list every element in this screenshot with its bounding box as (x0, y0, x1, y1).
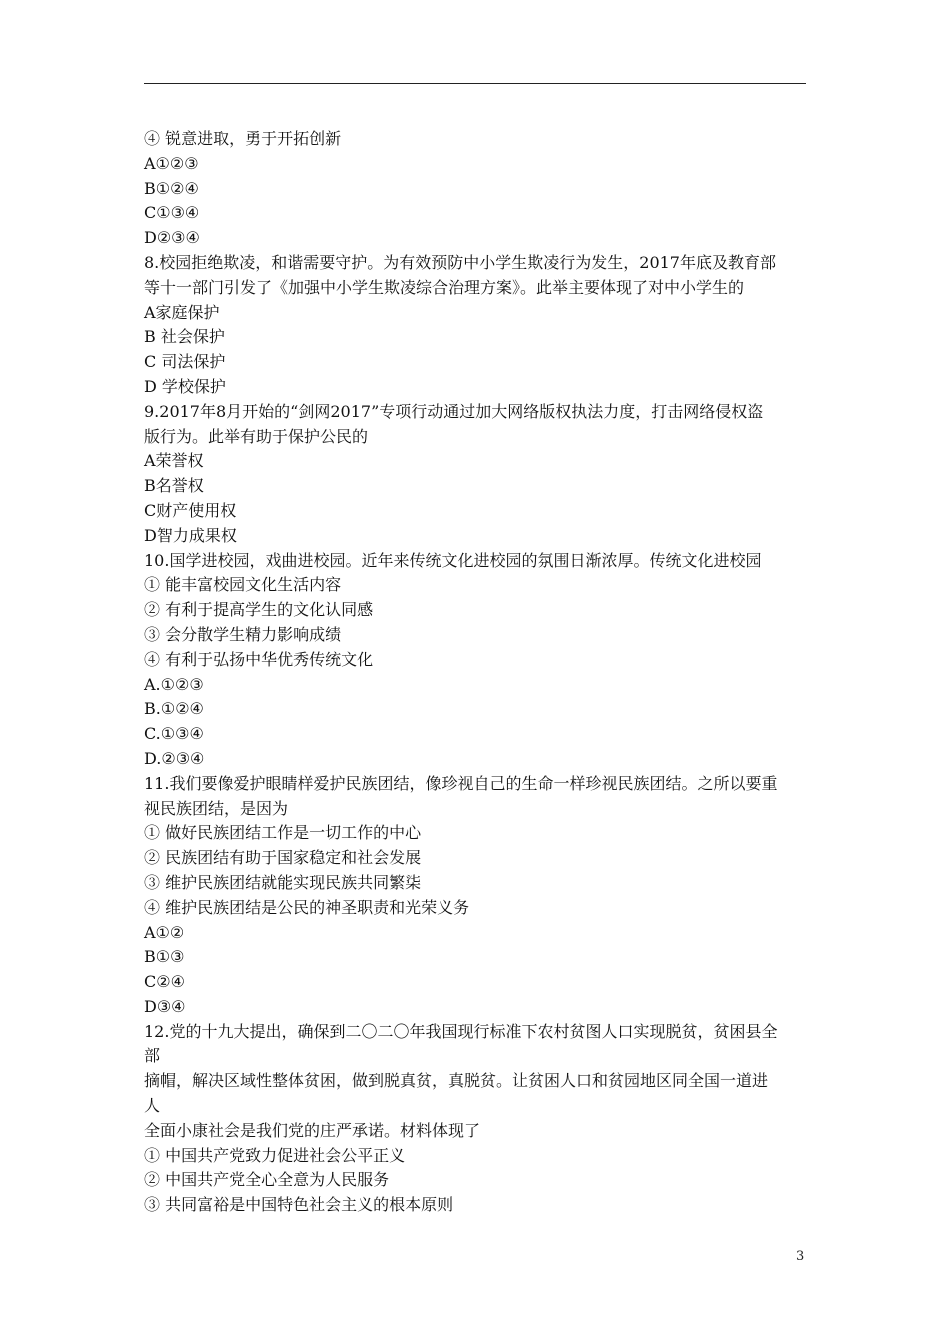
text-line: B①②④ (144, 178, 199, 198)
text-line: 视民族团结，是因为 (144, 798, 289, 818)
text-line: D③④ (144, 996, 186, 1016)
text-line: D智力成果权 (144, 525, 237, 545)
text-line: ① 中国共产党致力促进社会公平正义 (144, 1145, 406, 1165)
text-line: C.①③④ (144, 724, 204, 744)
text-line: A荣誉权 (144, 451, 204, 471)
text-line: ① 做好民族团结工作是一切工作的中心 (144, 823, 422, 843)
text-line: D 学校保护 (144, 376, 226, 396)
text-line: 全面小康社会是我们党的庄严承诺。材料体现了 (144, 1120, 481, 1140)
text-line: C②④ (144, 972, 185, 992)
text-line: 8.校园拒绝欺凌，和谐需要守护。为有效预防中小学生欺凌行为发生，2017年底及教育部 (144, 252, 776, 272)
text-line: 人 (144, 1096, 161, 1116)
text-line: A①② (144, 922, 185, 942)
text-line: B①③ (144, 947, 185, 967)
text-line: ③ 维护民族团结就能实现民族共同繁柒 (144, 872, 422, 892)
text-line: D②③④ (144, 228, 200, 248)
text-line: 摘帽，解决区域性整体贫困，做到脱真贫，真脱贫。让贫困人口和贫园地区同全国一道进 (144, 1071, 769, 1091)
text-line: 11.我们要像爱护眼睛样爱护民族团结，像珍视自己的生命一样珍视民族团结。之所以要重 (144, 773, 778, 793)
text-line: 版行为。此举有助于保护公民的 (144, 426, 369, 446)
text-line: A.①②③ (144, 674, 204, 694)
text-line: B.①②④ (144, 699, 204, 719)
header-rule (144, 83, 806, 84)
text-line: C财产使用权 (144, 500, 237, 520)
text-line: 等十一部门引发了《加强中小学生欺凌综合治理方案》。此举主要体现了对中小学生的 (144, 277, 745, 297)
text-line: A家庭保护 (144, 302, 220, 322)
text-line: 9.2017年8月开始的“剑网2017”专项行动通过加大网络版权执法力度，打击网络侵权盗 (144, 401, 764, 421)
text-line: 部 (144, 1046, 161, 1066)
page-number: 3 (796, 1249, 805, 1264)
page-body (144, 127, 809, 1218)
text-line: 12.党的十九大提出，确保到二〇二〇年我国现行标准下农村贫图人口实现脱贫，贫困县全 (144, 1021, 778, 1041)
text-line: B名誉权 (144, 476, 204, 496)
text-line: ④ 有利于弘扬中华优秀传统文化 (144, 649, 374, 669)
text-line: C 司法保护 (144, 352, 226, 372)
text-line: ④ 维护民族团结是公民的神圣职责和光荣义务 (144, 897, 470, 917)
text-line: ④ 锐意进取，勇于开拓创新 (144, 129, 342, 148)
text-line: 10.国学进校园，戏曲进校园。近年来传统文化进校园的氛围日渐浓厚。传统文化进校园 (144, 550, 762, 570)
text-line: A①②③ (144, 153, 199, 173)
text-line: B 社会保护 (144, 327, 225, 347)
text-line: ② 民族团结有助于国家稳定和社会发展 (144, 848, 422, 868)
text-line: ① 能丰富校园文化生活内容 (144, 575, 342, 595)
text-line: C①③④ (144, 203, 200, 223)
text-line: ③ 共同富裕是中国特色社会主义的根本原则 (144, 1195, 454, 1215)
text-line: ③ 会分散学生精力影响成绩 (144, 624, 342, 644)
text-line: D.②③④ (144, 748, 205, 768)
text-line: ② 有利于提高学生的文化认同感 (144, 600, 374, 620)
text-line: ② 中国共产党全心全意为人民服务 (144, 1170, 390, 1190)
